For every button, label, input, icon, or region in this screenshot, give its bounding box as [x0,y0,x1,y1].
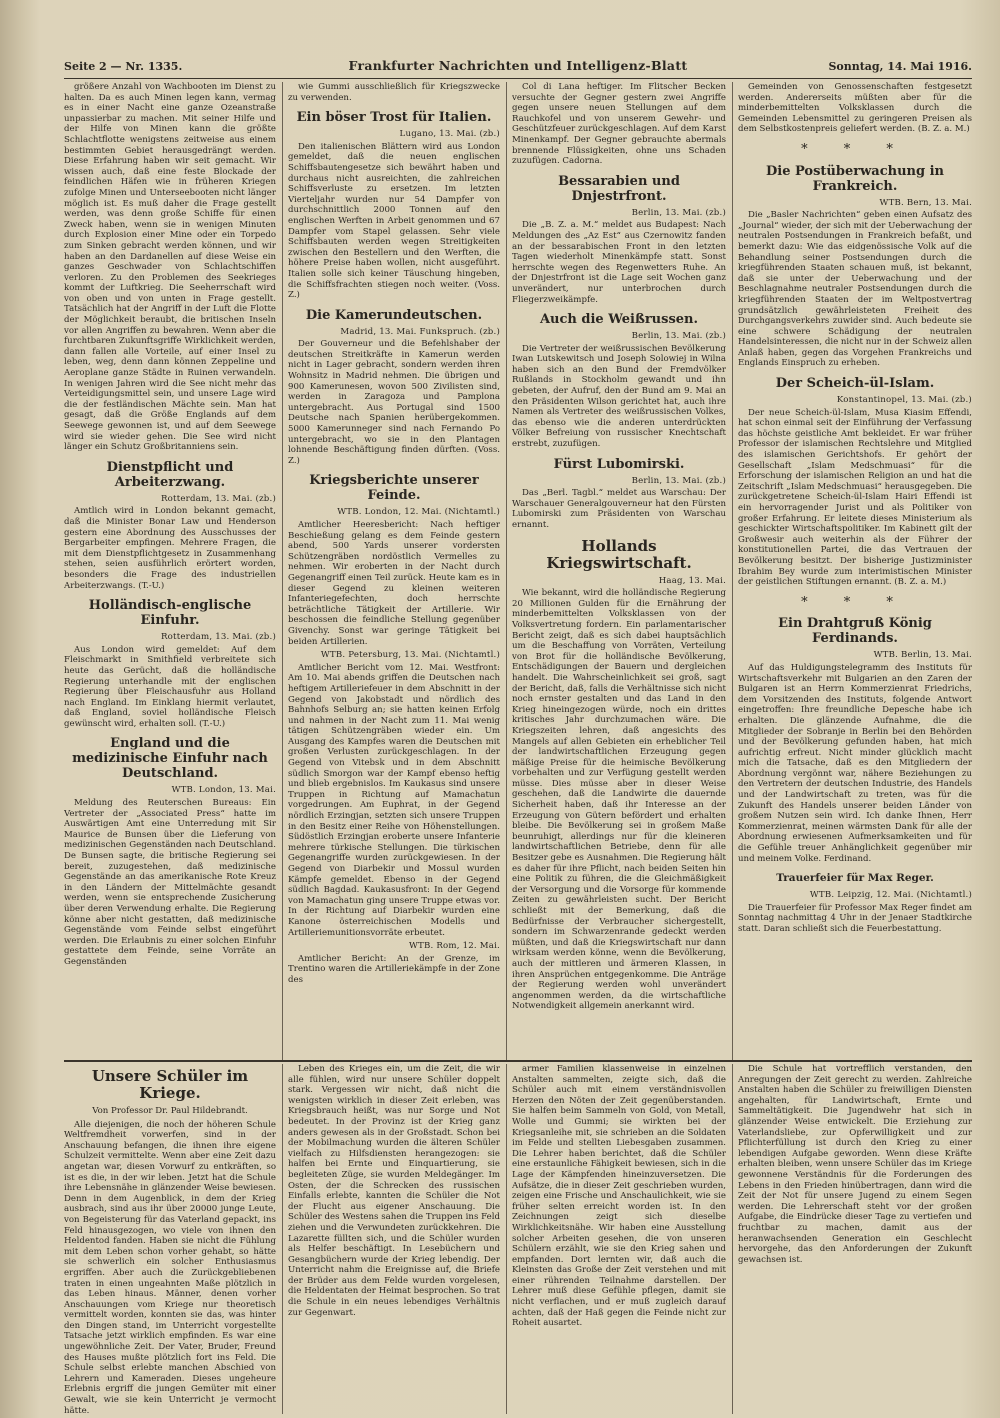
page-header [64,58,972,79]
column-1 [64,82,276,1060]
dateline: Lugano, 13. Mai. (zb.) [399,129,500,140]
article-heading: Auch die Weißrussen. [539,312,699,328]
article-text: Leben des Krieges ein, um die Zeit, die wir alle fühlen, wird nur unsere Schüler doppelt stark. Vergessen wir nicht, daß nicht die wenigsten wirklich in dieser Zeit erleben, was Kriegsbrauch heißt, was nur Sorge und Not bedeutet. In der Provinz ist der Krieg ganz anders gewesen als in der Großstadt. Schon bei der Mobilmachung wurden die älteren Schüler vielfach zu Hilfsdiensten herangezogen: sie halfen bei Ernte und Einquartierung, sie begleiteten Züge, sie wurden Meldegänger. Im Osten, der die Schrecken des russischen Einfalls erlebte, kannten die Schüler die Not der Flucht aus eigener Anschauung. Die Schüler des Westens sahen die Truppen ins Feld ziehen und die Verwundeten zurückkehren. Die Lazarette füllten sich, und die Schüler wurden als Helfer beschäftigt. In Lesebüchern und Gesangbüchern wurde der Krieg lebendig. Der Unterricht nahm die Ereignisse auf, die Briefe der Brüder aus dem Felde wurden vorgelesen, die Heldentaten der Heimat besprochen. So trat die Schule in ein neues lebendiges Verhältnis zur Gegenwart. [288,1064,500,1318]
dateline: Konstantinopel, 13. Mai. (zb.) [836,395,972,406]
feuilleton-column-2 [288,1064,500,1414]
column-divider [506,82,507,1060]
article-heading: Der Scheich-ül-Islam. [775,376,935,392]
feuilleton-column-3 [512,1064,726,1414]
dateline: WTB. Leipzig, 12. Mai. (Nichtamtl.) [809,890,972,901]
column-3 [512,82,726,1060]
article-heading: Hollands Kriegswirtschaft. [546,536,692,572]
article-heading: Bessarabien und Dnjestrfront. [558,173,680,204]
article-heading: Dienstpflicht und Arbeiterzwang. [106,459,234,490]
article-text: Auf das Huldigungstelegramm des Instituts für Wirtschaftsverkehr mit Bulgarien an den Zaren der Bulgaren ist an Herrn Kommerzienrat Friedrichs, dem Vorsitzenden des Instituts, folgende Antwort eingetroffen: Ihre freundliche Depesche habe ich erhalten. Die glänzende Aufnahme, die die Mitglieder der Sobranje in Berlin bei den Behörden und der Bevölkerung gefunden haben, hat mich aufrichtig erfreut. Nicht minder glücklich macht mich die Tatsache, daß es den Mitgliedern der Abordnung vergönnt war, nähere Beziehungen zu den Vertretern der deutschen Industrie, des Handels und der Landwirtschaft zu treten, was für die Zukunft des Handels unserer beiden Länder von großem Nutzen sein wird. Ich danke Ihnen, Herr Kommerzienrat, meinen wärmsten Dank für alle der Abordnung erwiesenen Aufmerksamkeiten und für die Gefühle treuer Anhänglichkeit gegenüber mir und meinem Volke. Ferdinand. [738,662,972,864]
issue-date: Sonntag, 14. Mai 1916. [828,60,972,73]
feuilleton-byline: Von Professor Dr. Paul Hildebrandt. [92,1106,248,1116]
feuilleton-column-4 [738,1064,972,1414]
article-text: Das „Berl. Tagbl.“ meldet aus Warschau: Der Warschauer Generalgouverneur hat den Fürsten Lubomirski zum Präsidenten von Warschau ernannt. [512,488,726,530]
article-heading: Fürst Lubomirski. [553,456,685,472]
dateline: Madrid, 13. Mai. Funkspruch. (zb.) [340,326,500,337]
dateline: Haag, 13. Mai. [658,575,726,586]
dateline: WTB. Petersburg, 13. Mai. (Nichtamtl.) [320,650,500,661]
article-heading: Holländisch-englische Einfuhr. [88,598,252,629]
column-divider [282,82,283,1060]
column-4 [738,82,972,1060]
article-heading: Die Postüberwachung in Frankreich. [766,163,944,194]
dateline: Berlin, 13. Mai. (zb.) [631,207,726,218]
column-divider [506,1064,507,1414]
article-heading: England und die medizinische Einfuhr nach Deutschland. [72,736,268,782]
dateline: WTB. London, 12. Mai. (Nichtamtl.) [337,507,500,518]
article-text: Wie bekannt, wird die holländische Regierung 20 Millionen Gulden für die Ernährung der minderbemittelten Volksklassen von der Volksvertretung fordern. Ein parlamentarischer Bericht zeigt, daß es sich dabei hauptsächlich um die Beschaffung von Vorräten, Verteilung von Brot für die holländische Bevölkerung, Entschädigungen der Bauern und dergleichen handelt. Die Wahrscheinlichkeit sei groß, sagt der Bericht, daß, falls die Verhältnisse sich nicht noch ernster gestalten und das Land in den Krieg hineingezogen würde, noch ein drittes kritisches Jahr durchzumachen wäre. Die Kriegszeiten lehren, daß angesichts des Mangels auf allen Gebieten ein erheblicher Teil der landwirtschaftlichen Erzeugung gegen mäßige Preise für die heimische Bevölkerung vorbehalten und zur Verfügung gestellt werden müsse. Dies müsse aber in dieser Weise geschehen, daß die Landwirte die dauernde Sicherheit haben, daß ihr Interesse an der Erzeugung von Gütern befördert und erhalten bleibe. Die Bevölkerung sei in großem Maße beunruhigt, allerdings nur für die kleineren landwirtschaftlichen Betriebe, denn für alle Besitzer gebe es Ausnahmen. Die Regierung hält es daher für ihre Pflicht, nach beiden Seiten hin eine Politik zu führen, die die Gleichmäßigkeit der Versorgung und die Vorsorge für kommende Zeiten zu gewährleisten sucht. Der Bericht schließt mit der Bemerkung, daß die Bedürfnisse der Verbraucher sichergestellt, sondern im Schwarzenrande gedeckt werden müßten, und daß die Kriegswirtschaft nur dann wirksam werden könne, wenn die Bevölkerung, auch der mittleren und ärmeren Klassen, in ihren Ansprüchen entgegenkomme. Die Anträge der Regierung werden wohl unverändert angenommen werden, da die wirtschaftliche Notwendigkeit allgemein anerkannt wird. [512,588,726,1012]
feuilleton-title: Unsere Schüler im Kriege. [91,1067,249,1102]
column-divider [732,1064,733,1414]
article-heading: Trauerfeier für Max Reger. [776,872,934,885]
feuilleton-section [64,1064,972,1414]
article-heading: Kriegsberichte unserer Feinde. [309,473,479,504]
column-divider [732,82,733,1060]
article-text: armer Familien klassenweise in einzelnen Anstalten sammelten, zeigte sich, daß die Schüler auch mit einem verständnisvollen Herzen den Nöten der Zeit gegenüberstanden. Sie halfen beim Sammeln von Gold, von Metall, Wolle und Gummi; sie wirkten bei der Kriegsanleihe mit, sie schrieben an die Soldaten im Felde und stellten Liebesgaben zusammen. Die Lehrer haben berichtet, daß die Schüler eine erstaunliche Fähigkeit bewiesen, sich in die Lage der Kämpfenden hineinzuversetzen. Die Aufsätze, die in dieser Zeit geschrieben wurden, zeigen eine Frische und Anschaulichkeit, wie sie früher selten erreicht worden ist. In den Zeichnungen zeigt sich dieselbe Wirklichkeitsnähe. Wir haben eine Ausstellung solcher Arbeiten gesehen, die von unseren Schülern erzählt, wie sie den Krieg sahen und empfanden. Dort lernten wir, daß auch die Kleinsten das Große der Zeit verstehen und mit einer rührenden Teilnahme darstellen. Der Lehrer muß diese Gefühle pflegen, damit sie nicht verflachen, und er muß zugleich darauf achten, daß der Haß gegen die Feinde nicht zur Roheit ausartet. [512,1064,726,1329]
article-text: Die „Basler Nachrichten“ geben einen Aufsatz des „Journal“ wieder, der sich mit der Ueberwachung der neutralen Postsendungen in Frankreich befaßt, und bemerkt dazu: Wie das eidgenössische Volk auf die Behandlung seiner Postsendungen durch die kriegführenden Staaten schauen muß, ist bekannt, daß sie unter der Ueberwachung und der Beschlagnahme neutraler Postsendungen durch die kriegführenden Staaten der im Weltpostvertrag grundsätzlich gewährleisteten Freiheit des Durchgangsverkehrs zuwider sind. Auch bedeute sie eine schwere Schädigung der neutralen Handelsinteressen, die nicht nur in der Schweiz allen Anlaß haben, gegen das Vorgehen Frankreichs und Englands Einspruch zu erheben. [738,210,972,369]
article-text: größere Anzahl von Wachbooten im Dienst zu halten. Da es auch Minen legen kann, vermag es in einer Nacht eine ganze Ozeanstraße unpassierbar zu machen. Mit seiner Hilfe und der Hilfe von Minen kann die größte Schlachtflotte wenigstens zeitweise aus einem bestimmten Gebiet herausgedrängt werden. Diese Erfahrung haben wir seit gemacht. Wir wissen auch, daß eine feste Blockade der feindlichen Häfen wie in früheren Kriegen zufolge Minen und Unterseebooten nicht länger möglich ist. Es muß daher die Frage gestellt werden, was denn große Schiffe für einen Zweck haben, wenn sie in wenigen Minuten durch Explosion einer Mine oder ein Torpedo zum Sinken gebracht werden können, und wir haben an den Dardanellen auf diese Weise ein ganzes Geschwader von Schlachtschiffen verloren. Zu den Problemen des Seekrieges kommt der Luftkrieg. Die Seeherrschaft wird von oben und von unten in Frage gestellt. Tatsächlich hat der Angriff in der Luft die Flotte der Möglichkeit beraubt, die britischen Inseln vor allen Angriffen zu bewahren. Wenn aber die furchtbaren Zukunftsgriffe Wirklichkeit werden, dann fallen alle Vorteile, auf einer Insel zu leben, weg, denn dann können Zeppeline und Aeroplane ganze Städte in Ruinen verwandeln. In wenigen Jahren wird die See nicht mehr das Verteidigungsmittel sein, und unsere Lage wird die der festländischen Mächte sein. Man hat gesagt, daß die Größe Englands auf dem Seewege gewonnen ist, und auf dem Seewege wird sie wieder gehen. Die See wird nicht länger ein Schutz Großbritanniens sein. [64,82,276,453]
dateline: Rotterdam, 13. Mai. (zb.) [161,493,276,504]
column-divider [282,1064,283,1414]
article-text: wie Gummi ausschließlich für Kriegszwecke zu verwenden. [288,82,500,103]
dateline: Berlin, 13. Mai. (zb.) [631,475,726,486]
feuilleton-column-1 [64,1064,276,1414]
article-text: Die „B. Z. a. M.“ meldet aus Budapest: Nach Meldungen des „Az Est“ aus Czernowitz fanden an der bessarabischen Front in den letzten Tagen wiederholt Minenkämpfe statt. Sonst herrschte wegen des Regenwetters Ruhe. An der Dnjestrfront ist die Lage seit Wochen ganz unverändert, nur unterbrochen durch Fliegerzweikämpfe. [512,220,726,305]
article-heading: Ein Drahtgruß König Ferdinands. [778,616,932,647]
article-text: Amtlich wird in London bekannt gemacht, daß die Minister Bonar Law und Henderson gestern eine Abordnung des Ausschusses der Bergarbeiter empfingen. Mehrere Fragen, die mit dem Dienstpflichtgesetz in Zusammenhang stehen, seien ausführlich erörtert worden, besonders die Frage des industriellen Arbeiterzwangs. (T.-U.) [64,506,276,591]
page-number: Seite 2 — Nr. 1335. [64,60,183,73]
article-text: Gemeinden von Genossenschaften festgesetzt werden. Andererseits müßten aber für die minderbemittelten Volksklassen durch die Gemeinden Lebensmittel zu geringeren Preisen als dem Selbstkostenpreis geliefert werden. (B. Z. a. M.) [738,82,972,135]
top-section [64,82,972,1060]
article-heading: Die Kamerundeutschen. [305,307,483,323]
article-text: Die Trauerfeier für Professor Max Reger findet am Sonntag nachmittag 4 Uhr in der Jenaer Stadtkirche statt. Daran schließt sich die Feuerbestattung. [738,902,972,934]
dateline: WTB. Rom, 12. Mai. [408,941,500,952]
article-text: Die Vertreter der weißrussischen Bevölkerung Iwan Lutskewitsch und Joseph Solowiej in Wilna haben sich an den Bund der Fremdvölker Rußlands in Stockholm gewandt und ihn gebeten, der Aufruf, den der Bund am 9. Mai an den Präsidenten Wilson gerichtet hat, auch ihre Namen als Vertreter des weißrussischen Volkes, das ebenso wie die anderen unterdrückten Völker Befreiung von russischer Knechtschaft erstrebt, zuzufügen. [512,343,726,450]
dateline: WTB. Berlin, 13. Mai. [873,650,972,661]
dateline: Berlin, 13. Mai. (zb.) [631,331,726,342]
article-heading: Ein böser Trost für Italien. [296,110,492,126]
section-divider [64,1060,972,1062]
article-text: Aus London wird gemeldet: Auf dem Fleischmarkt in Smithfield verbreitete sich heute das Gerücht, daß die holländische Regierung unterhandle mit der englischen Regierung über Fleischausfuhr aus Holland nach England. Im Einklang hiermit verlautet, daß England, soviel holländische Fleisch gewünscht wird, erhalten soll. (T.-U.) [64,644,276,729]
article-text: Meldung des Reuterschen Bureaus: Ein Vertreter der „Associated Press“ hatte im Auswärtigen Amt eine Unterredung mit Sir Maurice de Bunsen über die Lieferung von medizinischen Gegenständen nach Deutschland. De Bunsen sagte, die britische Regierung sei bereit, zuzugestehen, daß medizinische Gegenstände an das amerikanische Rote Kreuz in den Ländern der Mittelmächte gesandt werden, wenn sie entsprechende Zusicherung über deren Verwendung erhalte. Die Regierung könne aber nicht gestatten, daß medizinische Gegenstände vom Feinde selbst eingeführt werden. Die Erlaubnis zu einer solchen Einfuhr gestattete dem Feinde, seine Vorräte an Gegenständen [64,798,276,967]
article-text: Col di Lana heftiger. Im Flitscher Becken versuchte der Gegner gestern zwei Angriffe gegen unsere neuen Stellungen auf dem Rauchkofel und von unserem Gewehr- und Geschützfeuer zurückgeschlagen. Auf dem Karst Minenkampf. Der Gegner gebrauchte abermals brennende Flüssigkeiten, ohne uns Schaden zuzufügen. Cadorna. [512,82,726,167]
article-text: Amtlicher Bericht vom 12. Mai. Westfront: Am 10. Mai abends griffen die Deutschen nach heftigem Artilleriefeuer in dem Abschnitt in der Gegend von Jakobstadt und nördlich des Bahnhofs Selburg an; sie hatten keinen Erfolg und nahmen in der Nacht zum 11. Mai wenig tätigen Schützengräben wieder ein. Um Ausgang des Kampfes waren die Deutschen mit großen Verlusten zurückgeschlagen. In der Gegend von Vitebsk und in dem Abschnitt südlich Smorgon war der Kampf ebenso heftig und blieb ergebnislos. Im Kaukasus sind unsere Truppen in Richtung auf Mamachatun vorgedrungen. Am Euphrat, in der Gegend nördlich Erzingjan, setzten sich unsere Truppen in den Besitz einer Reihe von Höhenstellungen. Südöstlich Erzingjan eroberte unsere Infanterie mehrere türkische Stellungen. Die türkischen Gegenangriffe wurden zurückgewiesen. In der Gegend von Diarbekir und Mossul wurden Kämpfe gemeldet. Ebenso in der Gegend südlich Bagdad. Kaukasusfront: In der Gegend von Mamachatun ging unsere Truppe etwas vor. In der Richtung auf Diarbekir wurden eine Kanone österreichischen Modells und Artilleriemunitionsvorräte erbeutet. [288,662,500,938]
separator-stars: * * * [801,594,909,610]
dateline: Rotterdam, 13. Mai. (zb.) [161,632,276,643]
article-text: Amtlicher Heeresbericht: Nach heftiger Beschießung gelang es dem Feinde gestern abend, 500 Yards unserer vordersten Schützengräben nordöstlich Vermelles zu nehmen. Wir eroberten in der Nacht durch Gegenangriff einen Teil zurück. Heute kam es in dieser Gegend zu kleinen weiteren Infanteriegefechten, doch herrschte beträchtliche Tätigkeit der Artillerie. Wir beschossen die feindliche Stellung gegenüber Givenchy. Sonst war geringe Tätigkeit bei beiden Artillerien. [288,520,500,647]
newspaper-title: Frankfurter Nachrichten und Intelligenz-Blatt [348,58,688,73]
article-text: Der neue Scheich-ül-Islam, Musa Kiasim Effendi, hat schon einmal seit der Einführung der Verfassung das höchste geistliche Amt bekleidet. Er war früher Professor der islamischen Rechtslehre und Mitglied des islamischen Gerichtshofs. Er gehört der Gesellschaft „Islam Medschmuasi“ für die Erforschung der islamischen Religion an und hat die Zeitschrift „Islam Medschmuasi“ herausgegeben. Die zurückgetretene Scheich-ül-Islam Hairi Effendi ist ein hervorragender Jurist und als Politiker von großer Erfahrung. Er leitete dieses Ministerium als geschickter Wirtschaftspolitiker. Im Kabinett gilt der Großwesir auch weiterhin als der Führer der konstitutionellen Partei, die das Vertrauen der Bevölkerung besitzt. Der bisherige Justizminister Ibrahim Bey wurde zum interimistischen Minister der geistlichen Stiftungen ernannt. (B. Z. a. M.) [738,407,972,588]
article-text: Alle diejenigen, die noch der höheren Schule Weltfremdheit vorwerfen, sind in der Anschauung befangen, die ihnen ihre eigene Schulzeit vermittelte. Wenn aber eine Zeit dazu angetan war, diesen Vorwurf zu entkräften, so ist es die, in der wir leben. Jetzt hat die Schule ihre Lebensnähe in glänzender Weise bewiesen. Denn in dem Augenblick, in dem der Krieg ausbrach, sind aus ihr über 20000 junge Leute, von Begeisterung für das Vaterland gepackt, ins Feld hinausgezogen, wo viele von ihnen den Heldentod fanden. Haben sie nicht die Fühlung mit dem Leben schon vorher gehabt, so hätte sie schwerlich ein solcher Enthusiasmus ergriffen. Aber auch die Zurückgebliebenen traten in einen ungeahnten Maße plötzlich in das Leben hinaus. Männer, denen vorher Anschauungen vom Kriege nur theoretisch vermittelt worden, konnten sie das, was hinter den Dingen stand, im Unterricht vorgestellte Tatsache jetzt wirklich empfinden. Es war eine ungewöhnliche Zeit. Der Vater, Bruder, Freund des Hauses mußte plötzlich fort ins Feld. Die Schule selbst erlebte manchen Abschied von Lehrern und Kameraden. Dieses ungeheure Erlebnis ergriff die jungen Gemüter mit einer Gewalt, wie sie kein Unterricht je vermocht hätte. [64,1119,276,1414]
dateline: WTB. Bern, 13. Mai. [879,197,972,208]
article-text: Amtlicher Bericht: An der Grenze, im Trentino waren die Artilleriekämpfe in der Zone des [288,953,500,985]
column-2 [288,82,500,1060]
dateline: WTB. London, 13. Mai. [171,785,276,796]
article-text: Den italienischen Blättern wird aus London gemeldet, daß die neuen englischen Schiffsbautengesetze sich bewährt haben und durchaus nicht ausreichten, die zahlreichen Schiffsverluste zu ersetzen. Im letzten Vierteljahr wurden nur 54 Dampfer von durchschnittlich 2000 Tonnen auf den englischen Werften in Arbeit genommen und 67 Dampfer vom Stapel gelassen. Sehr viele Schiffsbauten werden wegen Streitigkeiten zwischen den Bestellern und den Werften, die höhere Preise haben wollen, nicht ausgeführt. Italien solle sich keiner Täuschung hingeben, die Schiffsfrachten stiegen noch weiter. (Voss. Z.) [288,141,500,301]
article-text: Die Schule hat vortrefflich verstanden, den Anregungen der Zeit gerecht zu werden. Zahlreiche Anstalten haben die Schüler zu freiwilligen Diensten angehalten, für Landwirtschaft, Ernte und Sammeltätigkeit. Die Jugendwehr hat sich in glänzender Weise entwickelt. Die Erziehung zur Vaterlandsliebe, zur Opferwilligkeit und zur Pflichterfüllung ist durch den Krieg zu einer lebendigen Aufgabe geworden. Wenn diese Kräfte erhalten bleiben, wenn unsere Schüler das im Kriege gewonnene Verständnis für die Forderungen des Lebens in den Frieden hinübertragen, dann wird die Zeit der Not für unsere Jugend zu einem Segen werden. Die Lehrerschaft steht vor der großen Aufgabe, die Eindrücke dieser Tage zu vertiefen und fruchtbar zu machen, damit aus der heranwachsenden Generation ein Geschlecht hervorgehe, das den Anforderungen der Zukunft gewachsen ist. [738,1064,972,1265]
separator-stars: * * * [801,141,909,157]
article-text: Der Gouverneur und die Befehlshaber der deutschen Streitkräfte in Kamerun werden nicht in Lager gebracht, sondern werden ihren Wohnsitz in Madrid nehmen. Die übrigen und 900 Kamerunesen, wovon 500 Zivilisten sind, werden in Zaragoza und Pamplona untergebracht. Aus Portugal sind 1500 Deutsche nach Spanien herübergekommen. 5000 Kamerunneger sind nach Fernando Po untergebracht, wo sie in den Plantagen lohnende Beschäftigung finden dürften. (Voss. Z.) [288,339,500,466]
